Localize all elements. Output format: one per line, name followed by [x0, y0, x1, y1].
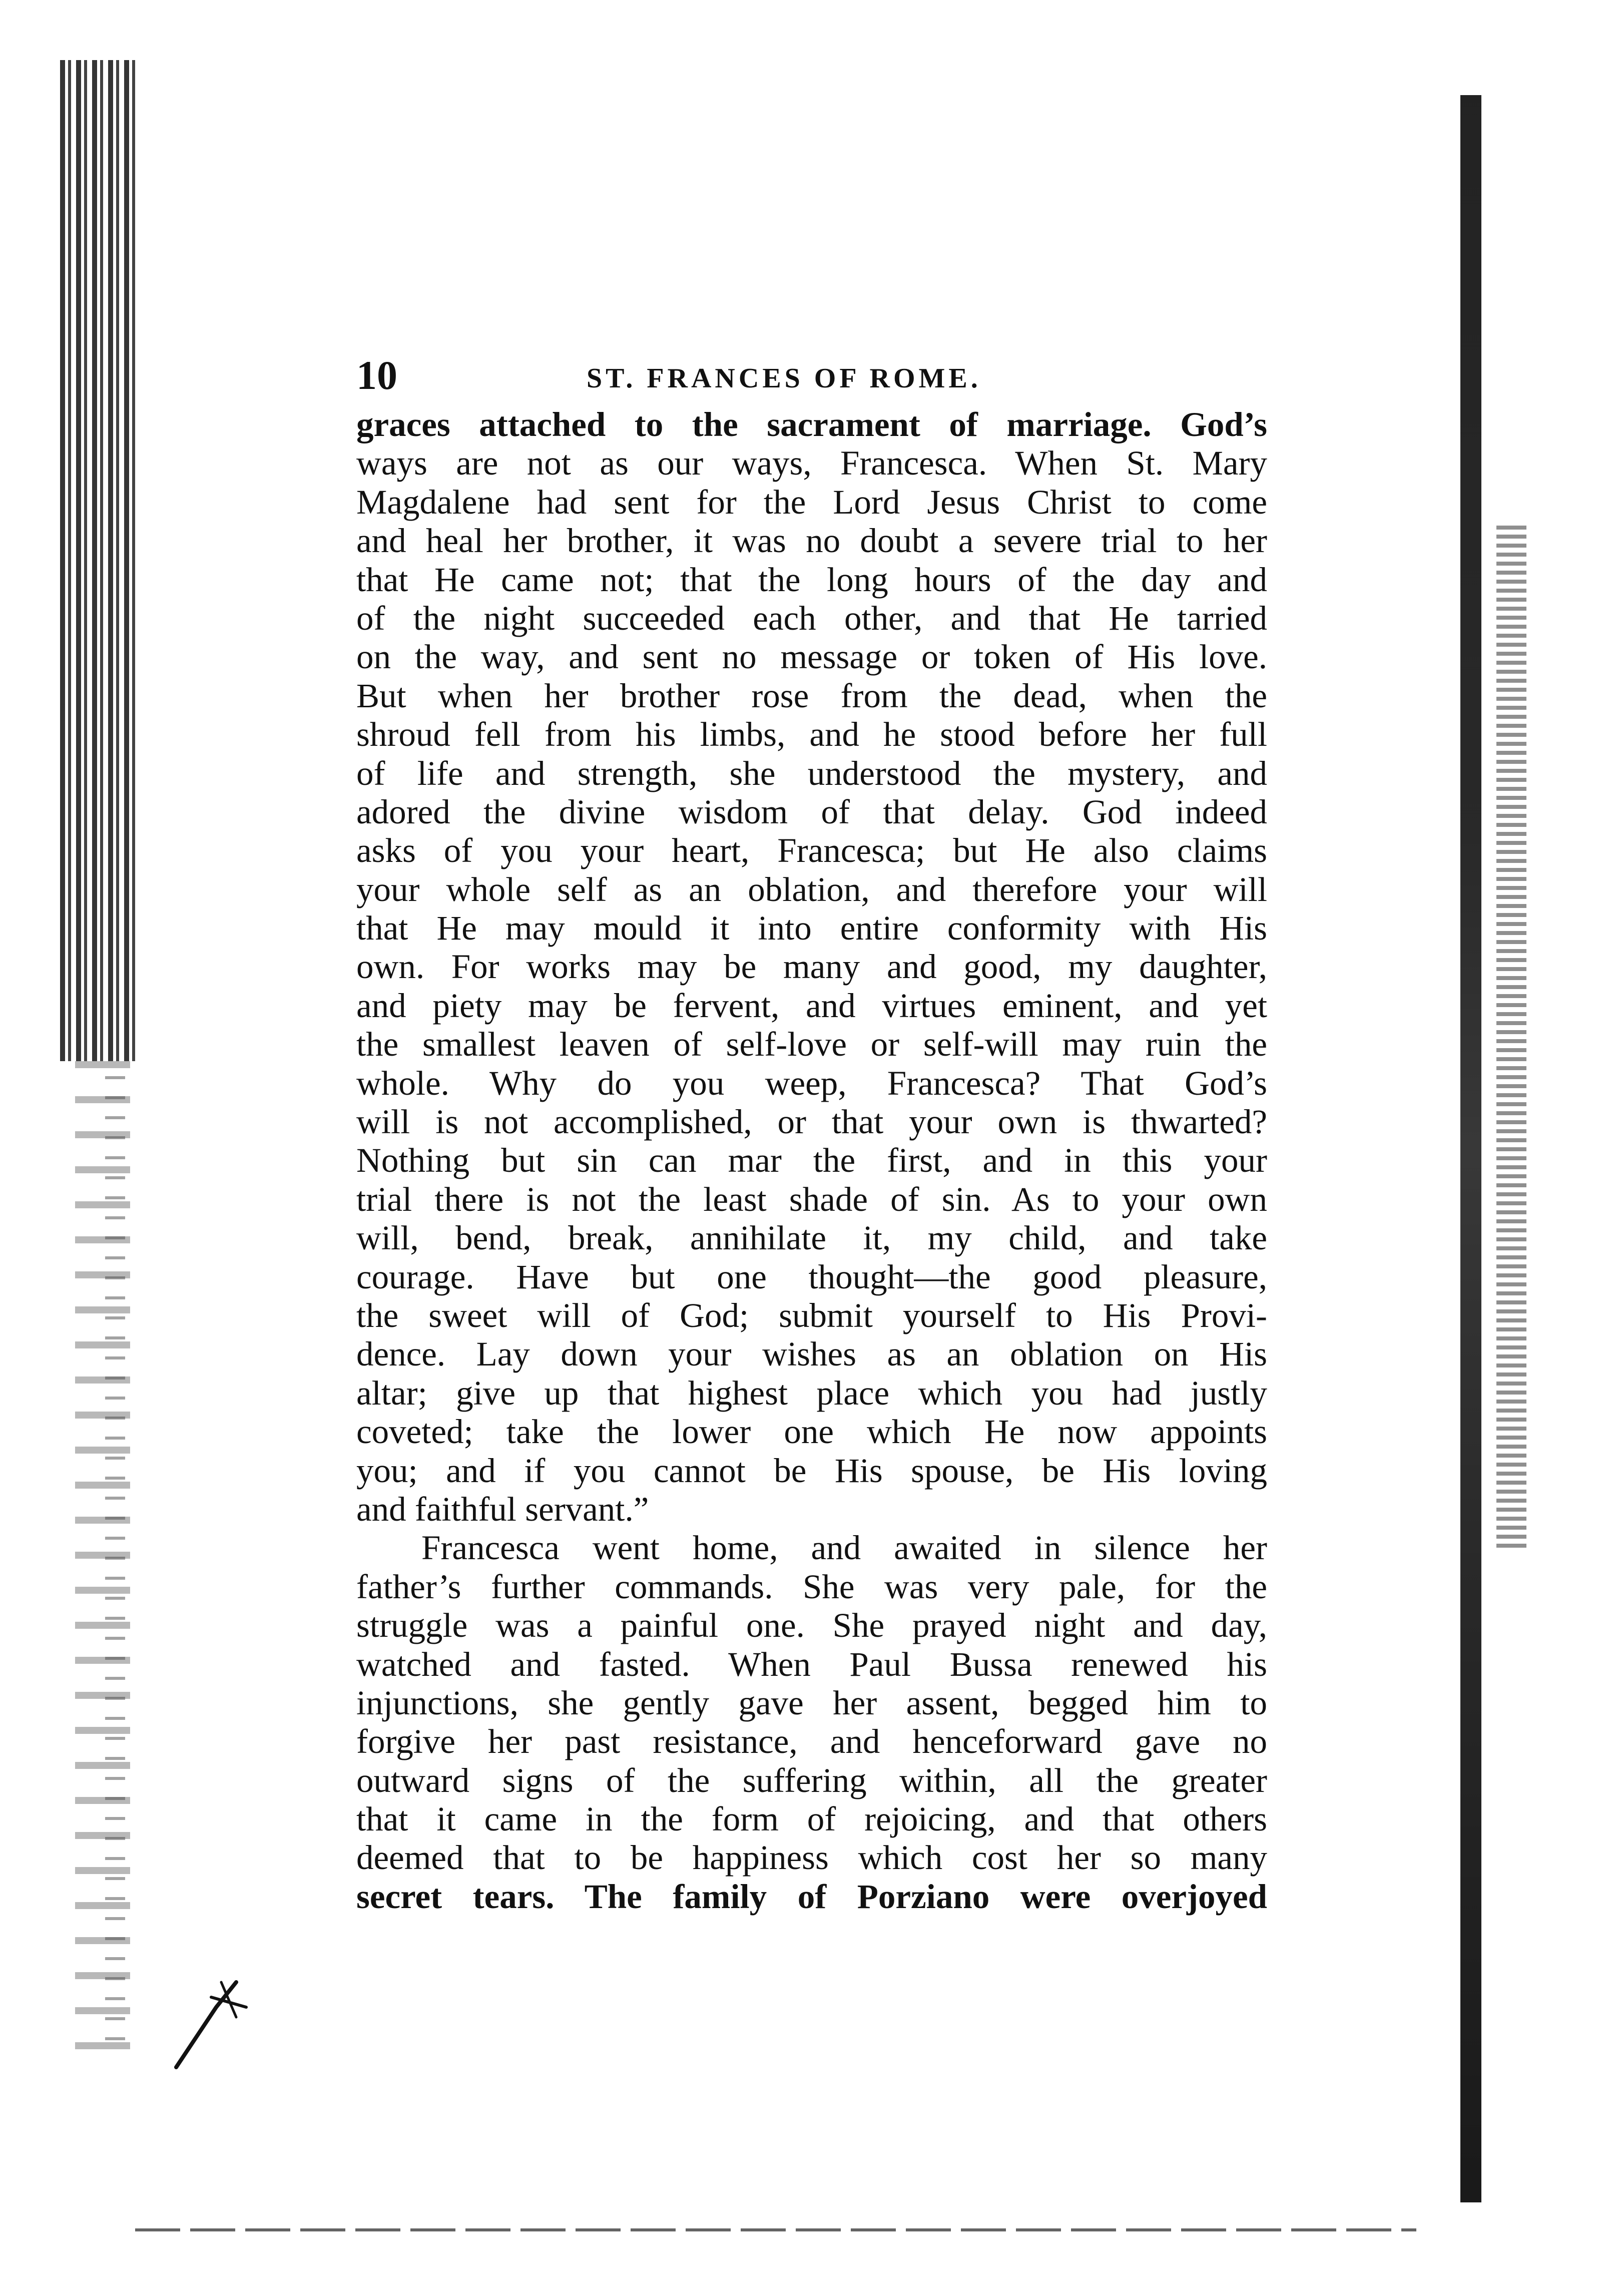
running-head [356, 350, 1317, 400]
text-line: and piety may be fervent, and virtues eminent, and yet [356, 986, 1267, 1025]
text-line: courage. Have but one thought—the good pleasure, [356, 1257, 1267, 1296]
text-line: the sweet will of God; submit yourself to His Provi- [356, 1296, 1267, 1334]
text-line: and faithful servant.” [356, 1490, 649, 1528]
scan-margin-specks [105, 1076, 125, 2052]
text-line: forgive her past resistance, and henceforward gave no [356, 1722, 1267, 1761]
text-line: father’s further commands. She was very pale, for the [356, 1567, 1267, 1606]
text-line: your whole self as an oblation, and therefore your will [356, 870, 1267, 908]
text-line: will, bend, break, annihilate it, my child, and take [356, 1219, 1267, 1257]
text-line: watched and fasted. When Paul Bussa renewed his [356, 1645, 1267, 1683]
text-line: coveted; take the lower one which He now appoints [356, 1413, 1267, 1451]
scan-page-edge [1460, 95, 1481, 2202]
text-line: ways are not as our ways, Francesca. When St. Mary [356, 444, 1267, 483]
text-line: whole. Why do you weep, Francesca? That God’s [356, 1064, 1267, 1102]
text-line: asks of you your heart, Francesca; but He also claims [356, 831, 1267, 870]
text-line: Magdalene had sent for the Lord Jesus Christ to come [356, 483, 1267, 521]
text-line: secret tears. The family of Porziano were overjoyed [356, 1877, 1267, 1916]
page-number: 10 [356, 352, 397, 398]
text-line: struggle was a painful one. She prayed night and day, [356, 1606, 1267, 1645]
text-line: But when her brother rose from the dead, when the [356, 676, 1267, 715]
text-line: of the night succeeded each other, and that He tarried [356, 599, 1267, 637]
text-line: own. For works may be many and good, my daughter, [356, 948, 1267, 986]
text-line: Francesca went home, and awaited in silence her [421, 1529, 1267, 1567]
text-line: trial there is not the least shade of sin. As to your own [356, 1180, 1267, 1218]
text-line: Nothing but sin can mar the first, and in this your [356, 1141, 1267, 1180]
scan-bottom-edge [135, 2228, 1416, 2231]
scan-edge-noise [1496, 526, 1526, 1552]
text-line: outward signs of the suffering within, all the greater [356, 1761, 1267, 1799]
pen-mark [161, 1952, 271, 2072]
text-line: of life and strength, she understood the mystery, and [356, 754, 1267, 792]
scan-binding-edge [60, 60, 135, 1061]
text-line: altar; give up that highest place which you had justly [356, 1373, 1267, 1412]
text-line: deemed that to be happiness which cost her so many [356, 1839, 1267, 1877]
text-line: that it came in the form of rejoicing, and that others [356, 1800, 1267, 1839]
body-text [356, 405, 1267, 1916]
text-line: and heal her brother, it was no doubt a severe trial to her [356, 522, 1267, 560]
text-line: on the way, and sent no message or token of His love. [356, 638, 1267, 676]
text-line: that He may mould it into entire conformity with His [356, 909, 1267, 948]
text-line: shroud fell from his limbs, and he stood before her full [356, 715, 1267, 754]
text-line: dence. Lay down your wishes as an oblation on His [356, 1335, 1267, 1373]
text-line: that He came not; that the long hours of the day and [356, 560, 1267, 599]
text-line: will is not accomplished, or that your own is thwarted? [356, 1103, 1267, 1141]
text-line: adored the divine wisdom of that delay. God indeed [356, 792, 1267, 831]
text-line: the smallest leaven of self-love or self-will may ruin the [356, 1025, 1267, 1064]
text-line: you; and if you cannot be His spouse, be His loving [356, 1451, 1267, 1490]
running-title: ST. FRANCES OF ROME. [587, 363, 981, 394]
text-line: injunctions, she gently gave her assent, begged him to [356, 1683, 1267, 1722]
text-line: graces attached to the sacrament of marriage. God’s [356, 405, 1267, 443]
